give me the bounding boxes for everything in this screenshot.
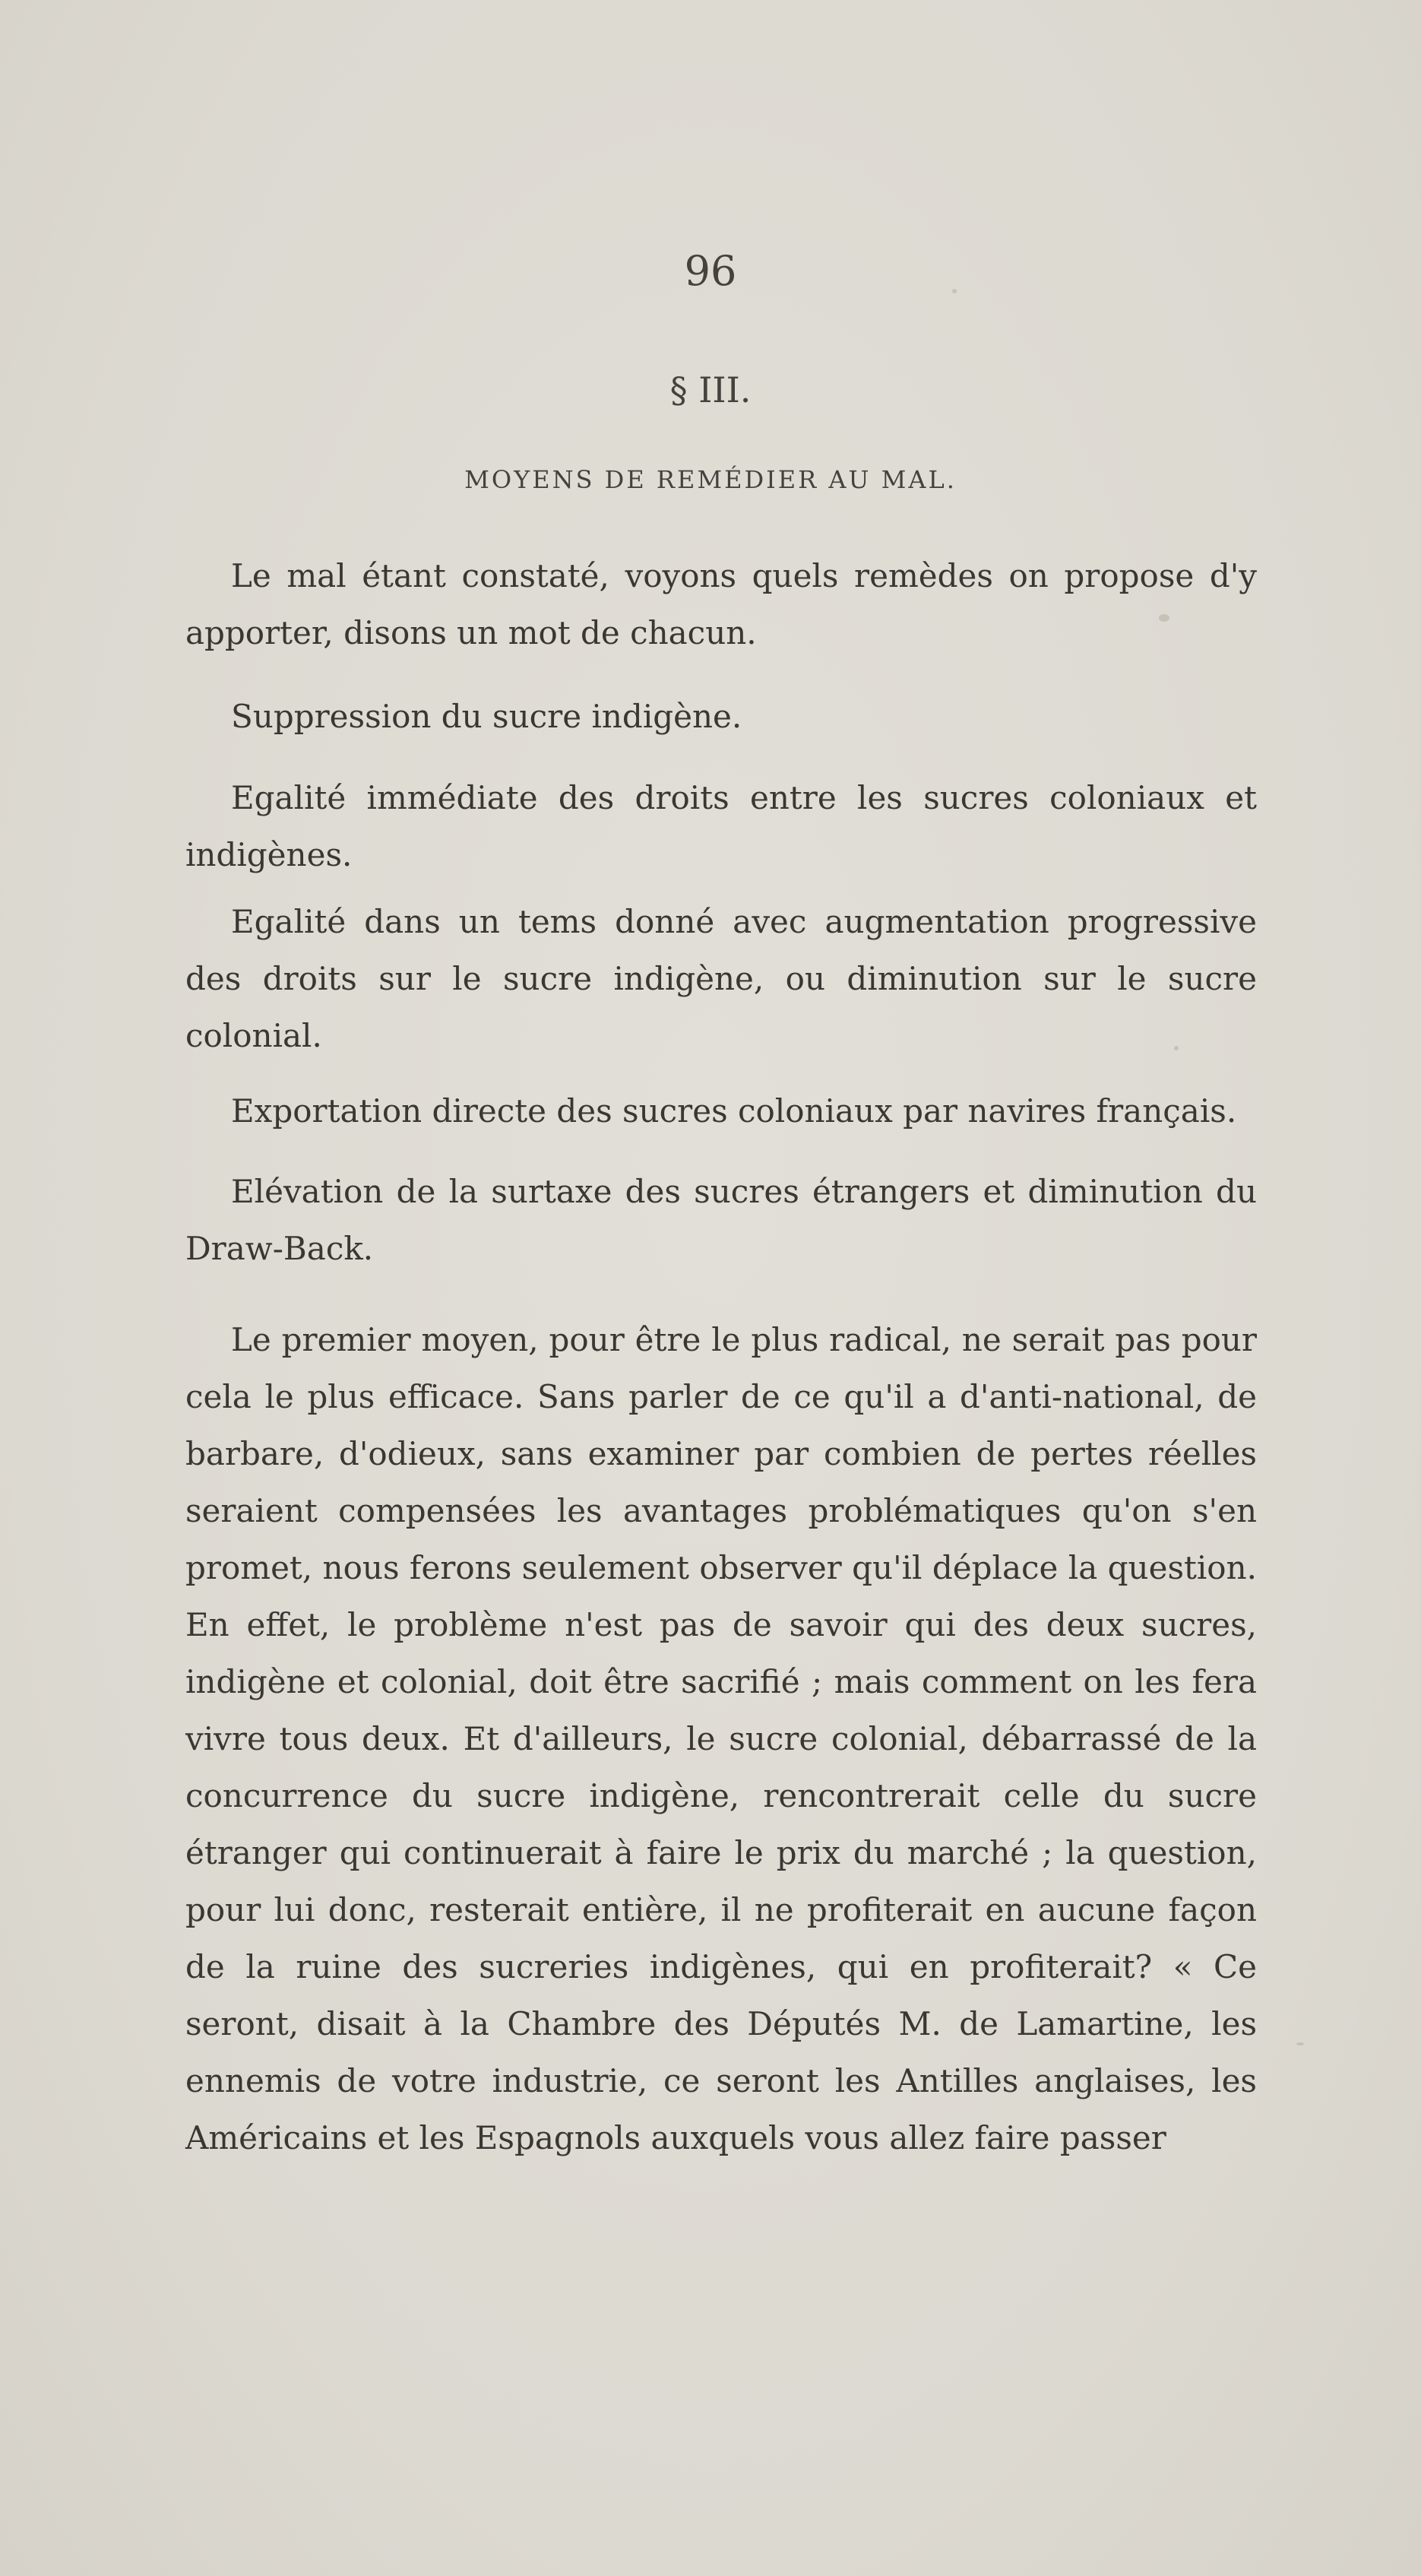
paragraph-text: Suppression du sucre indigène. [231,698,742,735]
paper-speck [952,289,957,293]
paper-speck [1174,1046,1179,1050]
paper-speck [1296,2042,1304,2045]
paragraph-remedy-5 [185,1163,1257,1277]
paragraph-text: Exportation directe des sucres coloniaux par navires français. [231,1092,1237,1130]
paragraph-text: Elévation de la surtaxe des sucres étrangers et diminution du Draw-Back. [185,1173,1257,1267]
paragraph-text: Le mal étant constaté, voyons quels remèdes on propose d'y apporter, disons un mot de chacun. [185,557,1257,651]
paragraph-intro [185,547,1257,661]
paragraph-text: Egalité dans un tems donné avec augmentation progressive des droits sur le sucre indigène, ou diminution sur le sucre colonial. [185,903,1257,1054]
paragraph-remedy-3 [185,893,1257,1064]
section-heading: § III. [669,369,752,410]
paragraph-text: Egalité immédiate des droits entre les sucres coloniaux et indigènes. [185,779,1257,873]
paragraph-text: Le premier moyen, pour être le plus radical, ne serait pas pour cela le plus efficace. Sans parler de ce qu'il a d'anti-national, de barbare, d'odieux, sans examiner par combien de pertes réelles seraient compensées les avantages problématiques qu'on s'en promet, nous ferons seulement observer qu'il déplace la question. En effet, le problème n'est pas de savoir qui des deux sucres, indigène et colonial, doit être sacrifié ; mais comment on les fera vivre tous deux. Et d'ailleurs, le sucre colonial, débarrassé de la concurrence du sucre indigène, rencontrerait celle du sucre étranger qui continuerait à faire le prix du marché ; la question, pour lui donc, resterait entière, il ne profiterait en aucune façon de la ruine des sucreries indigènes, qui en profiterait? « Ce seront, disait à la Chambre des Députés M. de Lamartine, les ennemis de votre industrie, ce seront les Antilles anglaises, les Américains et les Espagnols auxquels vous allez faire passer [185,1321,1257,2156]
paragraph-remedy-1 [185,688,1257,745]
paragraph-discussion [185,1311,1257,2166]
section-title: MOYENS DE REMÉDIER AU MAL. [464,465,957,494]
page-number: 96 [684,247,737,295]
paper-speck [1159,614,1169,622]
paragraph-remedy-4 [185,1082,1257,1139]
paragraph-remedy-2 [185,769,1257,883]
